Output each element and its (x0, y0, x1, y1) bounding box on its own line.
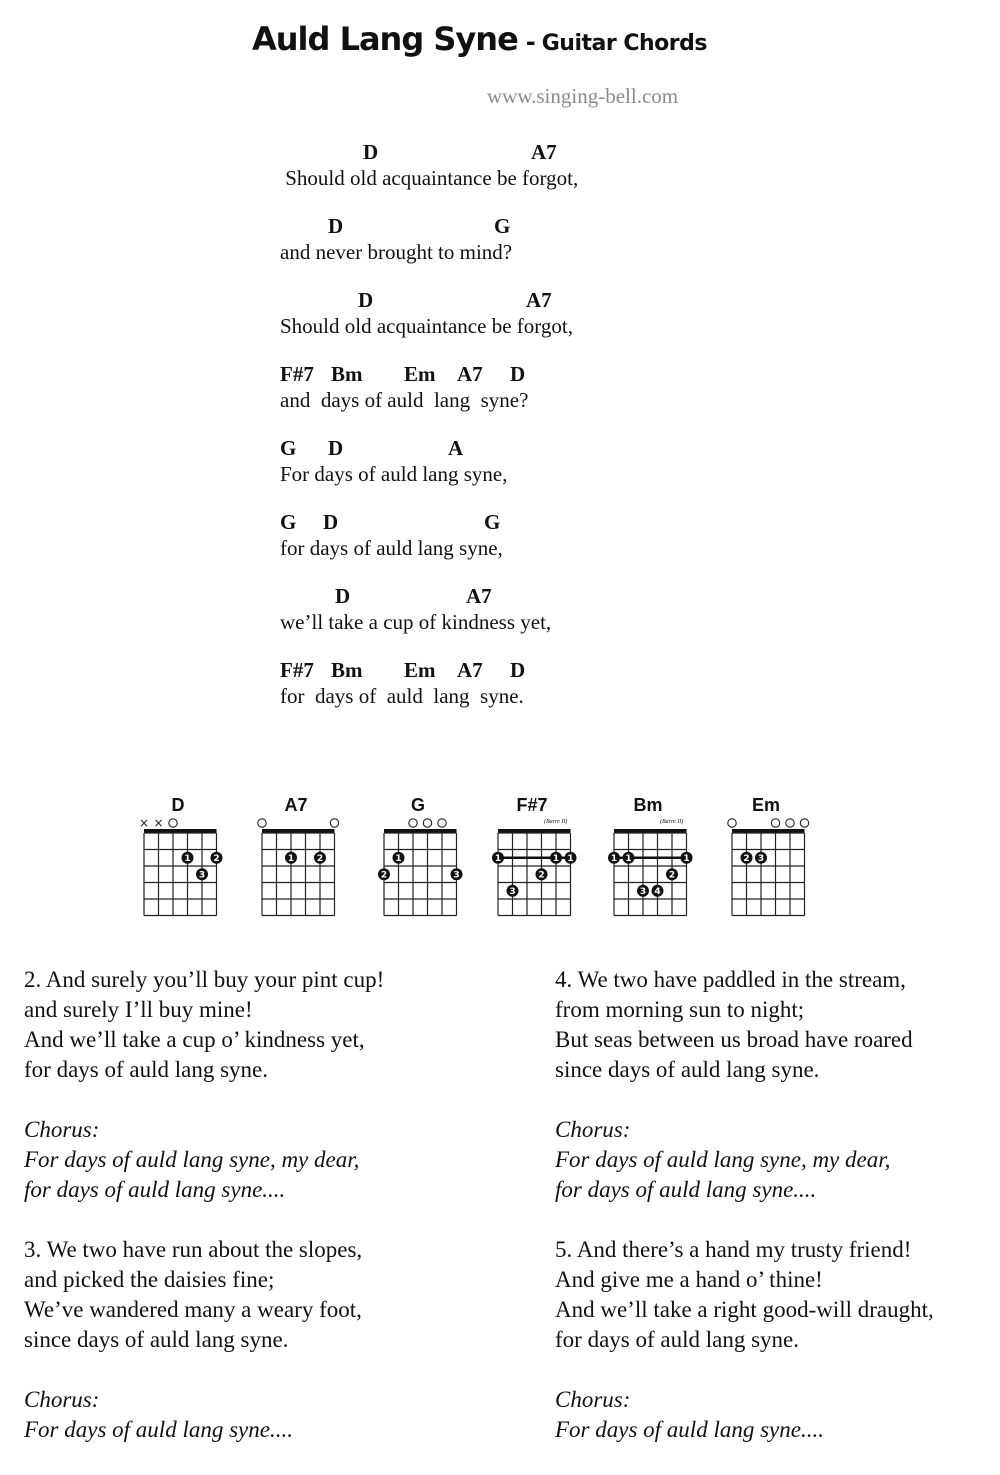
chord-diagram (716, 795, 816, 920)
chord-label: Bm (331, 362, 363, 386)
stanza-line: since days of auld lang syne. (24, 1327, 289, 1352)
muted-string-icon: × (153, 816, 164, 830)
finger-number: 1 (494, 853, 502, 864)
chorus-line: For days of auld lang syne, my dear, (555, 1147, 891, 1172)
chorus-line: For days of auld lang syne.... (555, 1417, 824, 1442)
barre-note: (Barre II) (660, 819, 684, 825)
lyric-line: For days of auld lang syne, (280, 462, 508, 486)
chord-label: G (280, 510, 297, 534)
chord-diagram (246, 795, 346, 920)
title-subtitle: Guitar Chords (541, 31, 707, 56)
verse-line (280, 584, 700, 644)
chord-label: A7 (531, 140, 557, 164)
finger-number: 2 (538, 870, 545, 881)
lyric-line: for days of auld lang syne. (280, 684, 524, 708)
fretboard (368, 813, 468, 918)
chord-label: A7 (457, 658, 483, 682)
finger-number: 3 (509, 886, 516, 897)
chord-diagram (368, 795, 468, 920)
lyric-line: and never brought to mind? (280, 240, 513, 264)
chorus-line: For days of auld lang syne, my dear, (24, 1147, 360, 1172)
finger-number: 2 (743, 853, 750, 864)
chord-label: G (280, 436, 297, 460)
stanzas-right-column (555, 965, 1000, 1475)
finger-number: 2 (668, 870, 676, 881)
chord-label: D (328, 214, 344, 238)
chorus-line: For days of auld lang syne.... (24, 1417, 293, 1442)
open-string-icon (169, 819, 177, 827)
open-string-icon (409, 819, 417, 827)
stanza-line: 4. We two have paddled in the stream, (555, 967, 906, 992)
stanza (24, 1235, 484, 1445)
finger-number: 3 (198, 870, 206, 881)
finger-number: 1 (287, 853, 295, 864)
finger-number: 3 (757, 853, 765, 864)
stanza-line: 3. We two have run about the slopes, (24, 1237, 363, 1262)
chord-label: D (358, 288, 374, 312)
chorus-label: Chorus: (555, 1387, 631, 1412)
chord-diagram (128, 795, 228, 920)
stanza (555, 1235, 1000, 1445)
stanza-line: And we’ll take a right good-will draught, (555, 1297, 934, 1322)
finger-number: 2 (380, 870, 388, 881)
chord-diagram (482, 795, 582, 920)
stanza-gap (24, 1355, 484, 1385)
chorus-line: for days of auld lang syne.... (24, 1177, 286, 1202)
stanza-line: We’ve wandered many a weary foot, (24, 1297, 362, 1322)
verse-line (280, 510, 700, 570)
open-string-icon (423, 819, 431, 827)
fretboard (482, 813, 582, 918)
fretboard (716, 813, 816, 918)
fretboard (128, 813, 228, 918)
finger-number: 1 (625, 853, 632, 864)
chord-diagram-name: F#7 (516, 795, 548, 815)
lyric-line: for days of auld lang syne, (280, 536, 503, 560)
stanza-line: And give me a hand o’ thine! (555, 1267, 823, 1292)
stanza-line: And we’ll take a cup o’ kindness yet, (24, 1027, 365, 1052)
chorus-label: Chorus: (24, 1387, 100, 1412)
chord-label: F#7 (280, 658, 314, 682)
chord-label: G (494, 214, 511, 238)
stanza (24, 965, 484, 1205)
finger-number: 2 (316, 853, 324, 864)
chord-label: D (328, 436, 344, 460)
chord-label: A7 (526, 288, 552, 312)
stanza-gap (555, 1355, 1000, 1385)
verse-line (280, 658, 700, 718)
chord-diagram-name: G (410, 795, 425, 815)
song-title (252, 20, 707, 58)
chord-diagram (598, 795, 698, 920)
lyric-line: Should old acquaintance be forgot, (280, 166, 579, 190)
chord-label: D (363, 140, 379, 164)
stanza-line: since days of auld lang syne. (555, 1057, 820, 1082)
verse-line (280, 214, 700, 274)
finger-number: 1 (395, 853, 402, 864)
stanza-gap (555, 1085, 1000, 1115)
stanza-line: 5. And there’s a hand my trusty friend! (555, 1237, 912, 1262)
chord-diagram-name: D (171, 795, 185, 815)
finger-number: 1 (683, 853, 690, 864)
title-separator: - (525, 28, 536, 56)
chorus-label: Chorus: (24, 1117, 100, 1142)
open-string-icon (438, 819, 446, 827)
open-string-icon (786, 819, 794, 827)
chord-label: G (484, 510, 501, 534)
verse-line (280, 362, 700, 422)
chord-diagram-name: A7 (284, 795, 308, 815)
lyric-line: Should old acquaintance be forgot, (280, 314, 573, 338)
finger-number: 4 (654, 886, 661, 897)
chord-label: D (510, 362, 526, 386)
verse-line (280, 140, 700, 200)
chord-label: D (335, 584, 351, 608)
stanza-line: for days of auld lang syne. (24, 1057, 268, 1082)
chord-label: D (510, 658, 526, 682)
open-string-icon (330, 819, 338, 827)
chord-label: Em (404, 362, 436, 386)
verse-line (280, 436, 700, 496)
chord-diagram-name: Bm (633, 795, 663, 815)
verse-line (280, 288, 700, 348)
stanza-line: from morning sun to night; (555, 997, 805, 1022)
stanza-line: and picked the daisies fine; (24, 1267, 275, 1292)
finger-number: 3 (453, 870, 460, 881)
fretboard (598, 813, 698, 918)
barre-note: (Barre II) (544, 819, 568, 825)
stanza-gap (24, 1085, 484, 1115)
finger-number: 3 (639, 886, 647, 897)
chord-label: F#7 (280, 362, 314, 386)
fretboard (246, 813, 346, 918)
finger-number: 1 (567, 853, 574, 864)
stanzas-left-column (24, 965, 484, 1475)
finger-number: 1 (552, 853, 560, 864)
chorus-line: for days of auld lang syne.... (555, 1177, 817, 1202)
open-string-icon (800, 819, 808, 827)
chord-label: A7 (466, 584, 492, 608)
finger-number: 1 (184, 853, 191, 864)
chord-label: D (323, 510, 339, 534)
lyric-line: and days of auld lang syne? (280, 388, 529, 412)
stanza (555, 965, 1000, 1205)
lyric-line: we’ll take a cup of kindness yet, (280, 610, 552, 634)
chorus-label: Chorus: (555, 1117, 631, 1142)
chord-diagram-name: Em (751, 795, 780, 815)
stanza-line: for days of auld lang syne. (555, 1327, 799, 1352)
chord-label: Bm (331, 658, 363, 682)
chord-label: A7 (457, 362, 483, 386)
muted-string-icon: × (138, 816, 150, 830)
stanza-line: But seas between us broad have roared (555, 1027, 913, 1052)
finger-number: 2 (213, 853, 220, 864)
open-string-icon (258, 819, 266, 827)
open-string-icon (728, 819, 736, 827)
chord-label: A (448, 436, 464, 460)
chord-label: Em (404, 658, 436, 682)
title-main: Auld Lang Syne (252, 20, 518, 58)
website-url: www.singing-bell.com (487, 84, 679, 108)
stanza-line: 2. And surely you’ll buy your pint cup! (24, 967, 385, 992)
stanza-line: and surely I’ll buy mine! (24, 997, 253, 1022)
finger-number: 1 (610, 853, 618, 864)
open-string-icon (771, 819, 779, 827)
